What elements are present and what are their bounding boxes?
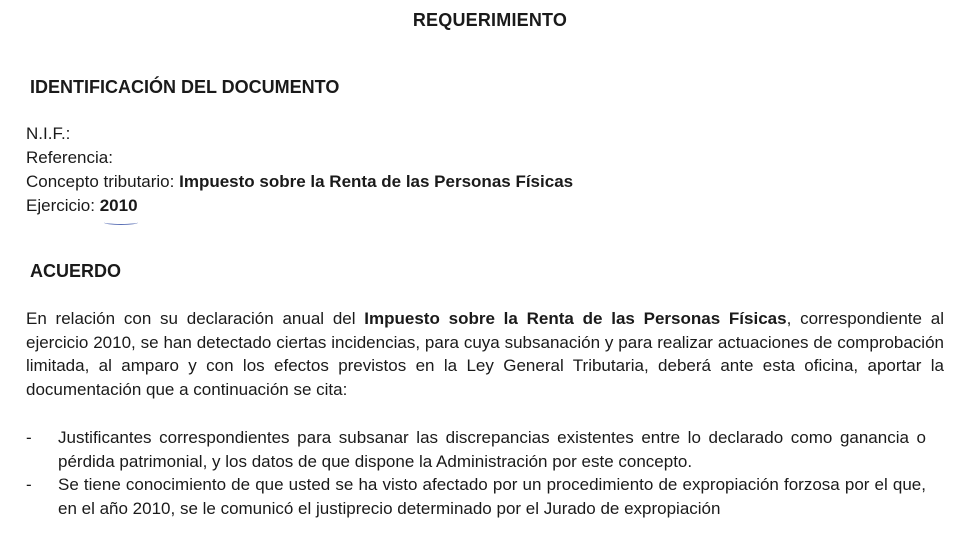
ejercicio-value: 2010: [100, 194, 138, 218]
paragraph-part2: , correspondiente al ejercicio 2010, se han detectado ciertas incidencias, para cuya subsanación y para realizar actuaciones de comprobación limitada, al amparo y con los efectos previstos en la Ley General Tributaria, deberá ante esta oficina, aportar la documentación que a continuación se cita:: [26, 309, 944, 399]
list-item: - Se tiene conocimiento de que usted se ha visto afectado por un procedimiento de expropiación forzosa por el que, en el año 2010, se le comunicó el justiprecio determinado por el Jurado de expropiación: [26, 473, 926, 520]
acuerdo-paragraph: [26, 307, 944, 401]
nif-label: N.I.F.:: [26, 124, 71, 143]
referencia-line: [26, 146, 573, 170]
concepto-line: [26, 170, 573, 194]
concepto-value: Impuesto sobre la Renta de las Personas Físicas: [179, 172, 574, 191]
ejercicio-label: Ejercicio:: [26, 196, 95, 215]
ejercicio-line: [26, 194, 573, 218]
identification-heading: IDENTIFICACIÓN DEL DOCUMENTO: [30, 77, 340, 97]
paragraph-bold: Impuesto sobre la Renta de las Personas Físicas: [364, 309, 787, 328]
referencia-label: Referencia:: [26, 148, 113, 167]
identification-block: [26, 122, 573, 218]
concepto-label: Concepto tributario:: [26, 172, 175, 191]
acuerdo-heading: ACUERDO: [30, 261, 122, 281]
paragraph-part1: En relación con su declaración anual del: [26, 309, 365, 328]
nif-line: [26, 122, 573, 146]
requirement-list: [26, 426, 926, 520]
list-item: - Justificantes correspondientes para subsanar las discrepancias existentes entre lo declarado como ganancia o pérdida patrimonial, y los datos de que dispone la Administración por este concepto.: [26, 426, 926, 473]
document-title: REQUERIMIENTO: [412, 10, 568, 30]
